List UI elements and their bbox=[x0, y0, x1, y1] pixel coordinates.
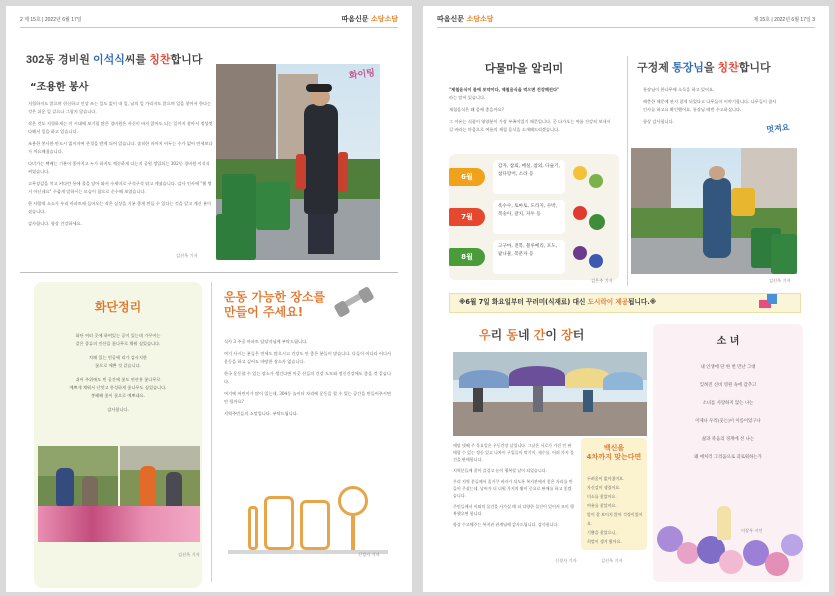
header-rule bbox=[437, 27, 815, 28]
vaccine-poem-title: 백신을 4차까지 맞는다면 bbox=[586, 444, 642, 461]
lunchbox-notice-text: ※6월 7일 화요일부터 꾸러미(식재료) 대신 도시락이 제공됩니다.※ bbox=[459, 298, 657, 306]
article-title-praise-guard: 302동 경비원 이석식씨를 칭찬합니다 bbox=[26, 54, 203, 66]
photo-guard-cleaning-bins bbox=[216, 64, 380, 260]
left-page-header bbox=[20, 14, 398, 36]
right-page bbox=[423, 6, 829, 592]
article-title-exercise: 운동 가능한 장소를 만들어 주세요! bbox=[224, 290, 326, 319]
left-page bbox=[6, 6, 412, 592]
byline: 김은주 기자 bbox=[591, 278, 613, 283]
byline: 김선옥 기자 bbox=[178, 552, 200, 557]
market-text: 매달 넷째 주 목요일은 우동간장 날입니다. 그날은 서로가 가진 인 판매할 수 있는 정동 있고 나차이 구입들이 먹기이, 재수를, 어떠 가지 물건을 판매합니다. 지역분들께 잘이 즐겁고 눈이 행복할 날이 되었습니다. 우리 지역 분들께서 꼼거쿠 바자가 되도록 복지관에서 좋은 자리를 만들어 주셨는데, 날씨가 더 더워 가지의 활이 중요로 판매를 하고 좋겠습니다. 주민들께서 이외의 물건을 사가실 때 더 다양한 물건이 있어서 모이 행복했으면 합니다. 항상 수고해주는 복지관 관계님에 감사드립니다. 감사합니다. bbox=[453, 443, 574, 527]
month-foods: 옥수수, 토마토, 도라지, 수박, 복숭아, 갈치, 자두 등 bbox=[493, 200, 565, 234]
article-title-village-notice: 다물마을 알리미 bbox=[484, 62, 564, 75]
sticker-fighting: 화이팅 bbox=[348, 68, 376, 82]
header-rule bbox=[20, 27, 398, 28]
article-subtitle: “조용한 봉사 bbox=[30, 82, 89, 93]
article-body-guard: 저혈하지도 않으며 헌신하고 인상 쓰는 일도 없이 내 일, 남의 일 가리지도 않으며 일을 찾아서 한다는 것은 쉬운 일 같으나 그렇지 않습니다. 작은 것도 저혈하게는 이 시대에 보기힘 많은 경비원은 자신이 바지 않아도 되는 일까지 찾아서 정성껏 다해서 일을 하고 있습니다. 조용한 봉사한 만도시 없이자여 존경을 받게 되어 있습니다. 솔직한 마까지 어두는 수가 없어 연세보다가 까요해졌습니다. 다녀가는 택배는 기분이 좋아지고 누가 하지도 깨끗하게 다는지 공원 정입되는 302동 경비원 이석식 씨였습니다. 고무장갑을 끼고 커다란 통에 물을 담아 와서 수세미로 구석구석 닦고 계셨습니다. 감사 인사에 "뭘 별거 아닌데요" 수줍게 말하시는 모습이 참으로 순수해 보였습니다. 한 사람씩 소소가 우리 아파트에 들어오는 작은 실상을 기분 좋게 만들 수 있다는 것을 알고 계신 분이셨습니다. 감사합니다. 항상 건강하세요. bbox=[28, 101, 213, 226]
month-row-june bbox=[449, 160, 619, 196]
month-badge: 6월 bbox=[449, 168, 485, 186]
section-divider bbox=[20, 272, 398, 273]
vaccine-poem-text: 두려움이 없어졌어요. 자신감이 생겼어요. 미소를 찾았어요. 여유를 찾았어요. 앞이 잘 보이지 않아 걱정이었어요. 기쁨을 찾았으니, 희망이 생겨 왔어요. bbox=[587, 476, 643, 544]
month-foods: 고구마, 전복, 블루베리, 포도, 팥나물, 복분자 등 bbox=[493, 240, 565, 274]
flowerbed-section-background bbox=[34, 282, 202, 588]
photo-market-stalls bbox=[453, 352, 647, 436]
photo-pink-azaleas bbox=[38, 506, 200, 542]
month-foods: 감자, 참외, 매실, 참외, 다슬기, 참다랑어, 소라 등 bbox=[493, 160, 565, 194]
article-title-market: 우리 동네 간이 장터 bbox=[479, 328, 585, 342]
byline: 신경자 기자 bbox=[358, 552, 380, 557]
page-info: 제 15호 | 2022년 6월 17일 3 bbox=[753, 17, 815, 23]
page-info: 2 제 15호 | 2022년 6월 17일 bbox=[20, 17, 82, 23]
month-row-august bbox=[449, 240, 619, 276]
article-title-praise-chief: 구정제 통장님을 칭찬합니다 bbox=[637, 62, 771, 74]
month-row-july bbox=[449, 200, 619, 236]
sticker-awesome: 멋져요 bbox=[765, 122, 790, 135]
byline: 김선옥 기자 bbox=[601, 558, 623, 563]
exercise-text: 식사 3 주공 아파트 담당자님께 부탁드립니다. 여기 사시는 분들은 연세도 많으시고 건강도 안 좋은 분들이 많습니다. 다들이 어디라 어디서 운동을 하고 싶어도 마땅한 장소가 없습니다. 한국 운동할 수 있는 장소가 생긴다면 이곳 산들의 건강 도모와 정신건강에도 좋을 것 같습니다. 여기에 어린이가 많이 있는데, 304동 놀이터 자리에 운동을 할 수 있는 공간을 만들어주시면 안 될까요? 지역주민들의 소망입니다. 부탁드립니다. bbox=[224, 339, 391, 416]
byline: 신경자 기자 bbox=[555, 558, 577, 563]
praise-chief-text: 통장님이 한나무에 소독을 하고 있어요. 애충한 때문에 관지 참게 되었다고 나무들이 이야기합니다. 나무들이 참사인사를 하고요 확인했어요. 통장님 때번 수고하십니다. 항상 감사합니다. bbox=[643, 87, 777, 124]
article-title-flowerbed: 화단정리 bbox=[94, 300, 142, 314]
byline: 김선옥 기자 bbox=[769, 278, 791, 283]
lunchbox-icon bbox=[759, 292, 779, 310]
newspaper-brand: 따옴신문 소담소담 bbox=[437, 15, 494, 23]
poem-title: 소 녀 bbox=[716, 336, 740, 347]
month-badge: 7월 bbox=[449, 208, 485, 226]
month-badge: 8월 bbox=[449, 248, 485, 266]
flowerbed-text: 화단 여러 곳에 하여있는 공이 있는데 가꾸어는 같은 종류의 인산을 꽃나무로 채워 심었습니다. 치패 있는 빈공에 리가 감사지한 꽃으로 예쁜 것 같습니다. 쉬어 주위에도 빈 공간에 꽃도 연산홍 꽃나무로 예쁘게 채워서 난맛고 풍성하게 꽃나무도 심었습니다. 봉헤해 꽃이 꽃으로 예쁘네요. 감사합니다. bbox=[69, 333, 167, 412]
seasonal-food-panel bbox=[449, 154, 619, 280]
byline: 김선옥 기자 bbox=[176, 253, 198, 258]
flower-illustration bbox=[653, 506, 803, 582]
photo-chief-spraying bbox=[631, 148, 797, 274]
dumbbell-icon bbox=[336, 288, 374, 318]
column-divider bbox=[211, 282, 212, 582]
village-notice-text: "제철음식이 몸에 보약이다, 제철음식을 먹으면 건강해진다" 라는 말이 있습니다. 제철음식은 왜 몸에 좋을까요? 그 이유는 식품이 영양분이 가장 부족이었기 때문입니다. 곧 다가오는 여름 건강히 보내시길 바라는 마음으로 여름의 제철 음식을 소개해드리겠습니다. bbox=[449, 87, 611, 132]
right-page-header bbox=[437, 14, 815, 36]
newspaper-brand: 따옴신문 소담소담 bbox=[341, 15, 398, 23]
exercise-equipment-illustration bbox=[228, 476, 388, 556]
byline: 이상우 시인 bbox=[741, 528, 763, 533]
poem-text: 내 인생에 단 한 번 만난 그대 잊혀진 신비 영원 속에 감추고 소녀를 사랑하지 않는 나는 이제나 우리(웃는)이 이름이었구나 삶과 죽음의 경계에 선 나는 왜 애처러 그리움으로 괴로워하는가 bbox=[694, 365, 762, 460]
column-divider bbox=[627, 56, 628, 286]
